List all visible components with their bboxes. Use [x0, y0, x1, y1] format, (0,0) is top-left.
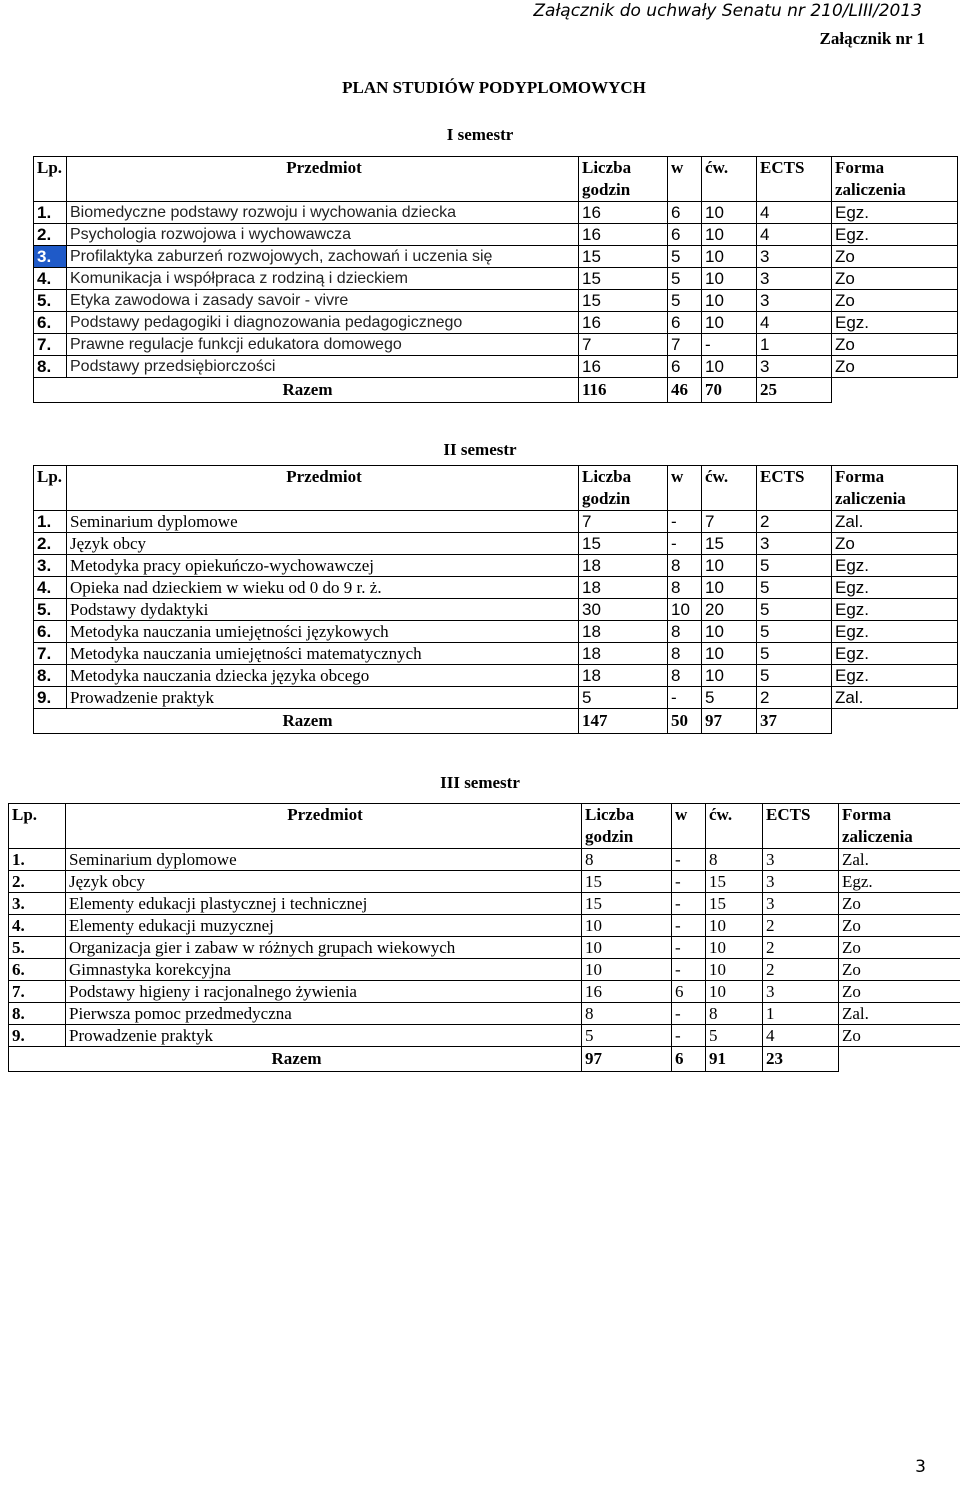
subject-name: Gimnastyka korekcyjna	[66, 959, 582, 981]
semester-3-table	[8, 803, 960, 1072]
exercise-hours: 10	[706, 937, 763, 959]
column-header-form	[832, 157, 958, 202]
assessment-form: Zo	[839, 1025, 960, 1047]
lecture-hours: -	[668, 533, 702, 555]
exercise-hours: 10	[706, 915, 763, 937]
assessment-form: Zo	[839, 981, 960, 1003]
total-hours: 18	[579, 665, 668, 687]
column-header-form-line1: Forma	[835, 467, 885, 486]
assessment-form: Zal.	[839, 1003, 960, 1025]
ects-points: 3	[757, 290, 832, 312]
column-header-subject: Przedmiot	[66, 804, 582, 849]
total-empty-cell	[832, 378, 958, 403]
assessment-form: Zo	[839, 937, 960, 959]
exercise-hours: 15	[706, 871, 763, 893]
column-header-subject: Przedmiot	[67, 466, 579, 511]
total-hours: 18	[579, 643, 668, 665]
column-header-lp: Lp.	[9, 804, 66, 849]
subject-name: Język obcy	[66, 871, 582, 893]
ects-points: 3	[763, 871, 839, 893]
table-total-row	[34, 709, 958, 734]
column-header-form-line2: zaliczenia	[835, 180, 906, 199]
row-number: 2.	[34, 533, 67, 555]
table-row	[34, 599, 958, 621]
lecture-hours: -	[672, 1025, 706, 1047]
total-hours: 10	[582, 959, 672, 981]
assessment-form: Egz.	[839, 871, 960, 893]
exercise-hours: 15	[706, 893, 763, 915]
table-row	[9, 981, 960, 1003]
subject-name: Podstawy pedagogiki i diagnozowania pedagogicznego	[67, 312, 579, 334]
total-hours-sum: 147	[579, 709, 668, 734]
subject-name: Etyka zawodowa i zasady savoir - vivre	[67, 290, 579, 312]
ects-points: 3	[757, 356, 832, 378]
row-number: 9.	[34, 687, 67, 709]
column-header-form-line1: Forma	[842, 805, 892, 824]
exercise-hours: -	[702, 334, 757, 356]
subject-name: Komunikacja i współpraca z rodziną i dzieckiem	[67, 268, 579, 290]
table-row	[9, 915, 960, 937]
lecture-hours: 6	[668, 202, 702, 224]
ects-points: 5	[757, 599, 832, 621]
table-row	[34, 533, 958, 555]
total-hours: 10	[582, 937, 672, 959]
column-header-subject: Przedmiot	[67, 157, 579, 202]
exercise-hours: 10	[702, 290, 757, 312]
semester-2-title: II semestr	[443, 440, 517, 459]
subject-name: Prawne regulacje funkcji edukatora domowego	[67, 334, 579, 356]
total-hours: 16	[579, 356, 668, 378]
total-hours: 16	[579, 312, 668, 334]
column-header-hours-line2: godzin	[582, 180, 631, 199]
assessment-form: Egz.	[832, 312, 958, 334]
subject-name: Elementy edukacji plastycznej i technicznej	[66, 893, 582, 915]
row-number: 7.	[9, 981, 66, 1003]
exercise-hours: 10	[702, 356, 757, 378]
lecture-hours: 6	[672, 981, 706, 1003]
table-row	[34, 224, 958, 246]
total-hours: 5	[579, 687, 668, 709]
table-row	[34, 268, 958, 290]
exercise-hours: 10	[702, 643, 757, 665]
table-header-row	[34, 466, 958, 511]
row-number: 7.	[34, 643, 67, 665]
exercise-hours: 10	[706, 959, 763, 981]
row-number: 6.	[34, 312, 67, 334]
row-number: 4.	[34, 268, 67, 290]
total-hours: 15	[582, 871, 672, 893]
row-number: 2.	[34, 224, 67, 246]
ects-points: 3	[763, 849, 839, 871]
row-number: 8.	[9, 1003, 66, 1025]
ects-points: 2	[757, 687, 832, 709]
lecture-hours: 5	[668, 246, 702, 268]
total-hours: 8	[582, 849, 672, 871]
column-header-form	[839, 804, 960, 849]
subject-name: Seminarium dyplomowe	[66, 849, 582, 871]
ects-points: 3	[757, 533, 832, 555]
column-header-lecture: w	[668, 157, 702, 202]
total-hours: 18	[579, 577, 668, 599]
table-row	[34, 577, 958, 599]
exercise-hours: 15	[702, 533, 757, 555]
assessment-form: Zo	[839, 915, 960, 937]
column-header-hours	[579, 157, 668, 202]
document-title: PLAN STUDIÓW PODYPLOMOWYCH	[342, 78, 646, 97]
row-number: 3.	[34, 246, 67, 268]
table-row	[9, 1003, 960, 1025]
total-exercise-sum: 97	[702, 709, 757, 734]
table-row	[9, 849, 960, 871]
assessment-form: Zal.	[832, 511, 958, 533]
exercise-hours: 5	[706, 1025, 763, 1047]
assessment-form: Zo	[832, 334, 958, 356]
row-number: 5.	[9, 937, 66, 959]
subject-name: Podstawy higieny i racjonalnego żywienia	[66, 981, 582, 1003]
exercise-hours: 5	[702, 687, 757, 709]
subject-name: Prowadzenie praktyk	[67, 687, 579, 709]
ects-points: 5	[757, 621, 832, 643]
exercise-hours: 10	[702, 312, 757, 334]
exercise-hours: 10	[702, 621, 757, 643]
table-row	[34, 687, 958, 709]
total-ects-sum: 25	[757, 378, 832, 403]
lecture-hours: -	[668, 687, 702, 709]
row-number: 1.	[34, 202, 67, 224]
total-label: Razem	[34, 378, 579, 403]
row-number: 4.	[9, 915, 66, 937]
subject-name: Język obcy	[67, 533, 579, 555]
exercise-hours: 10	[702, 268, 757, 290]
lecture-hours: 10	[668, 599, 702, 621]
ects-points: 3	[757, 268, 832, 290]
row-number: 4.	[34, 577, 67, 599]
table-row	[34, 246, 958, 268]
subject-name: Biomedyczne podstawy rozwoju i wychowania dziecka	[67, 202, 579, 224]
lecture-hours: 7	[668, 334, 702, 356]
table-row	[34, 555, 958, 577]
total-hours-sum: 97	[582, 1047, 672, 1072]
table-total-row	[9, 1047, 960, 1072]
table-row	[34, 290, 958, 312]
semester-1-title: I semestr	[446, 125, 514, 144]
subject-name: Organizacja gier i zabaw w różnych grupach wiekowych	[66, 937, 582, 959]
total-exercise-sum: 70	[702, 378, 757, 403]
total-lecture-sum: 6	[672, 1047, 706, 1072]
table-total-row	[34, 378, 958, 403]
table-row	[34, 334, 958, 356]
column-header-form-line1: Forma	[835, 158, 885, 177]
column-header-hours-line2: godzin	[585, 827, 634, 846]
row-number: 7.	[34, 334, 67, 356]
subject-name: Elementy edukacji muzycznej	[66, 915, 582, 937]
lecture-hours: 8	[668, 643, 702, 665]
ects-points: 2	[763, 915, 839, 937]
table-row	[34, 312, 958, 334]
total-hours: 15	[579, 290, 668, 312]
ects-points: 1	[757, 334, 832, 356]
total-lecture-sum: 46	[668, 378, 702, 403]
ects-points: 3	[763, 893, 839, 915]
exercise-hours: 10	[702, 202, 757, 224]
exercise-hours: 20	[702, 599, 757, 621]
lecture-hours: -	[672, 1003, 706, 1025]
subject-name: Profilaktyka zaburzeń rozwojowych, zachowań i uczenia się	[67, 246, 579, 268]
resolution-note: Załącznik do uchwały Senatu nr 210/LIII/2013	[533, 1, 922, 21]
column-header-exercise: ćw.	[702, 466, 757, 511]
exercise-hours: 10	[702, 665, 757, 687]
total-hours: 5	[582, 1025, 672, 1047]
row-number: 3.	[9, 893, 66, 915]
total-hours: 8	[582, 1003, 672, 1025]
row-number: 2.	[9, 871, 66, 893]
ects-points: 4	[757, 224, 832, 246]
ects-points: 2	[763, 937, 839, 959]
subject-name: Metodyka pracy opiekuńczo-wychowawczej	[67, 555, 579, 577]
table-header-row	[9, 804, 960, 849]
row-number: 1.	[34, 511, 67, 533]
assessment-form: Zal.	[839, 849, 960, 871]
ects-points: 1	[763, 1003, 839, 1025]
column-header-form-line2: zaliczenia	[842, 827, 913, 846]
table-row	[9, 893, 960, 915]
column-header-lp: Lp.	[34, 157, 67, 202]
ects-points: 2	[763, 959, 839, 981]
assessment-form: Zo	[832, 268, 958, 290]
exercise-hours: 8	[706, 849, 763, 871]
assessment-form: Zal.	[832, 687, 958, 709]
semester-2-table	[33, 465, 958, 734]
subject-name: Podstawy dydaktyki	[67, 599, 579, 621]
assessment-form: Zo	[832, 246, 958, 268]
subject-name: Metodyka nauczania umiejętności językowych	[67, 621, 579, 643]
lecture-hours: -	[672, 937, 706, 959]
table-row	[34, 621, 958, 643]
lecture-hours: 5	[668, 268, 702, 290]
total-hours: 16	[579, 202, 668, 224]
lecture-hours: 8	[668, 665, 702, 687]
total-empty-cell	[832, 709, 958, 734]
subject-name: Pierwsza pomoc przedmedyczna	[66, 1003, 582, 1025]
table-row	[34, 511, 958, 533]
assessment-form: Zo	[839, 959, 960, 981]
lecture-hours: 6	[668, 224, 702, 246]
total-hours: 18	[579, 621, 668, 643]
ects-points: 3	[757, 246, 832, 268]
assessment-form: Egz.	[832, 577, 958, 599]
table-row	[9, 1025, 960, 1047]
row-number: 5.	[34, 290, 67, 312]
total-hours: 15	[579, 533, 668, 555]
column-header-lp: Lp.	[34, 466, 67, 511]
column-header-ects: ECTS	[763, 804, 839, 849]
column-header-ects: ECTS	[757, 466, 832, 511]
ects-points: 4	[757, 312, 832, 334]
assessment-form: Egz.	[832, 202, 958, 224]
total-hours: 15	[579, 246, 668, 268]
table-row	[34, 356, 958, 378]
exercise-hours: 10	[706, 981, 763, 1003]
column-header-hours-line1: Liczba	[585, 805, 635, 824]
table-header-row	[34, 157, 958, 202]
total-hours: 15	[582, 893, 672, 915]
total-ects-sum: 23	[763, 1047, 839, 1072]
column-header-hours	[579, 466, 668, 511]
assessment-form: Egz.	[832, 599, 958, 621]
total-hours: 30	[579, 599, 668, 621]
table-row	[34, 643, 958, 665]
column-header-exercise: ćw.	[706, 804, 763, 849]
total-label: Razem	[9, 1047, 582, 1072]
semester-1-table	[33, 156, 958, 403]
lecture-hours: 6	[668, 312, 702, 334]
semester-3-title: III semestr	[440, 773, 520, 792]
subject-name: Metodyka nauczania dziecka języka obcego	[67, 665, 579, 687]
ects-points: 4	[757, 202, 832, 224]
total-ects-sum: 37	[757, 709, 832, 734]
ects-points: 5	[757, 577, 832, 599]
column-header-hours	[582, 804, 672, 849]
row-number: 6.	[34, 621, 67, 643]
assessment-form: Egz.	[832, 621, 958, 643]
column-header-ects: ECTS	[757, 157, 832, 202]
column-header-form	[832, 466, 958, 511]
exercise-hours: 10	[702, 246, 757, 268]
page-number: 3	[915, 1457, 926, 1477]
assessment-form: Egz.	[832, 665, 958, 687]
column-header-lecture: w	[668, 466, 702, 511]
lecture-hours: 8	[668, 577, 702, 599]
exercise-hours: 10	[702, 577, 757, 599]
total-label: Razem	[34, 709, 579, 734]
table-row	[9, 959, 960, 981]
ects-points: 5	[757, 555, 832, 577]
total-hours-sum: 116	[579, 378, 668, 403]
ects-points: 4	[763, 1025, 839, 1047]
row-number: 1.	[9, 849, 66, 871]
total-hours: 7	[579, 334, 668, 356]
subject-name: Opieka nad dzieckiem w wieku od 0 do 9 r. ż.	[67, 577, 579, 599]
ects-points: 5	[757, 665, 832, 687]
total-hours: 16	[582, 981, 672, 1003]
row-number: 8.	[34, 356, 67, 378]
assessment-form: Egz.	[832, 224, 958, 246]
table-row	[9, 937, 960, 959]
column-header-hours-line2: godzin	[582, 489, 631, 508]
row-number: 6.	[9, 959, 66, 981]
lecture-hours: -	[672, 959, 706, 981]
column-header-lecture: w	[672, 804, 706, 849]
table-row	[34, 665, 958, 687]
column-header-exercise: ćw.	[702, 157, 757, 202]
row-number: 8.	[34, 665, 67, 687]
subject-name: Prowadzenie praktyk	[66, 1025, 582, 1047]
assessment-form: Zo	[839, 893, 960, 915]
total-empty-cell	[839, 1047, 960, 1072]
assessment-form: Egz.	[832, 643, 958, 665]
column-header-form-line2: zaliczenia	[835, 489, 906, 508]
ects-points: 3	[763, 981, 839, 1003]
subject-name: Podstawy przedsiębiorczości	[67, 356, 579, 378]
exercise-hours: 8	[706, 1003, 763, 1025]
lecture-hours: 5	[668, 290, 702, 312]
lecture-hours: -	[668, 511, 702, 533]
column-header-hours-line1: Liczba	[582, 467, 632, 486]
lecture-hours: 8	[668, 621, 702, 643]
row-number: 5.	[34, 599, 67, 621]
ects-points: 2	[757, 511, 832, 533]
subject-name: Metodyka nauczania umiejętności matematycznych	[67, 643, 579, 665]
row-number: 9.	[9, 1025, 66, 1047]
total-hours: 7	[579, 511, 668, 533]
exercise-hours: 7	[702, 511, 757, 533]
attachment-label: Załącznik nr 1	[819, 29, 925, 48]
lecture-hours: -	[672, 915, 706, 937]
total-hours: 18	[579, 555, 668, 577]
lecture-hours: 6	[668, 356, 702, 378]
total-hours: 16	[579, 224, 668, 246]
lecture-hours: -	[672, 871, 706, 893]
lecture-hours: -	[672, 849, 706, 871]
exercise-hours: 10	[702, 224, 757, 246]
ects-points: 5	[757, 643, 832, 665]
lecture-hours: 8	[668, 555, 702, 577]
assessment-form: Zo	[832, 533, 958, 555]
column-header-hours-line1: Liczba	[582, 158, 632, 177]
total-lecture-sum: 50	[668, 709, 702, 734]
table-row	[34, 202, 958, 224]
lecture-hours: -	[672, 893, 706, 915]
subject-name: Psychologia rozwojowa i wychowawcza	[67, 224, 579, 246]
row-number: 3.	[34, 555, 67, 577]
total-hours: 10	[582, 915, 672, 937]
exercise-hours: 10	[702, 555, 757, 577]
assessment-form: Egz.	[832, 555, 958, 577]
assessment-form: Zo	[832, 356, 958, 378]
subject-name: Seminarium dyplomowe	[67, 511, 579, 533]
total-hours: 15	[579, 268, 668, 290]
assessment-form: Zo	[832, 290, 958, 312]
total-exercise-sum: 91	[706, 1047, 763, 1072]
table-row	[9, 871, 960, 893]
